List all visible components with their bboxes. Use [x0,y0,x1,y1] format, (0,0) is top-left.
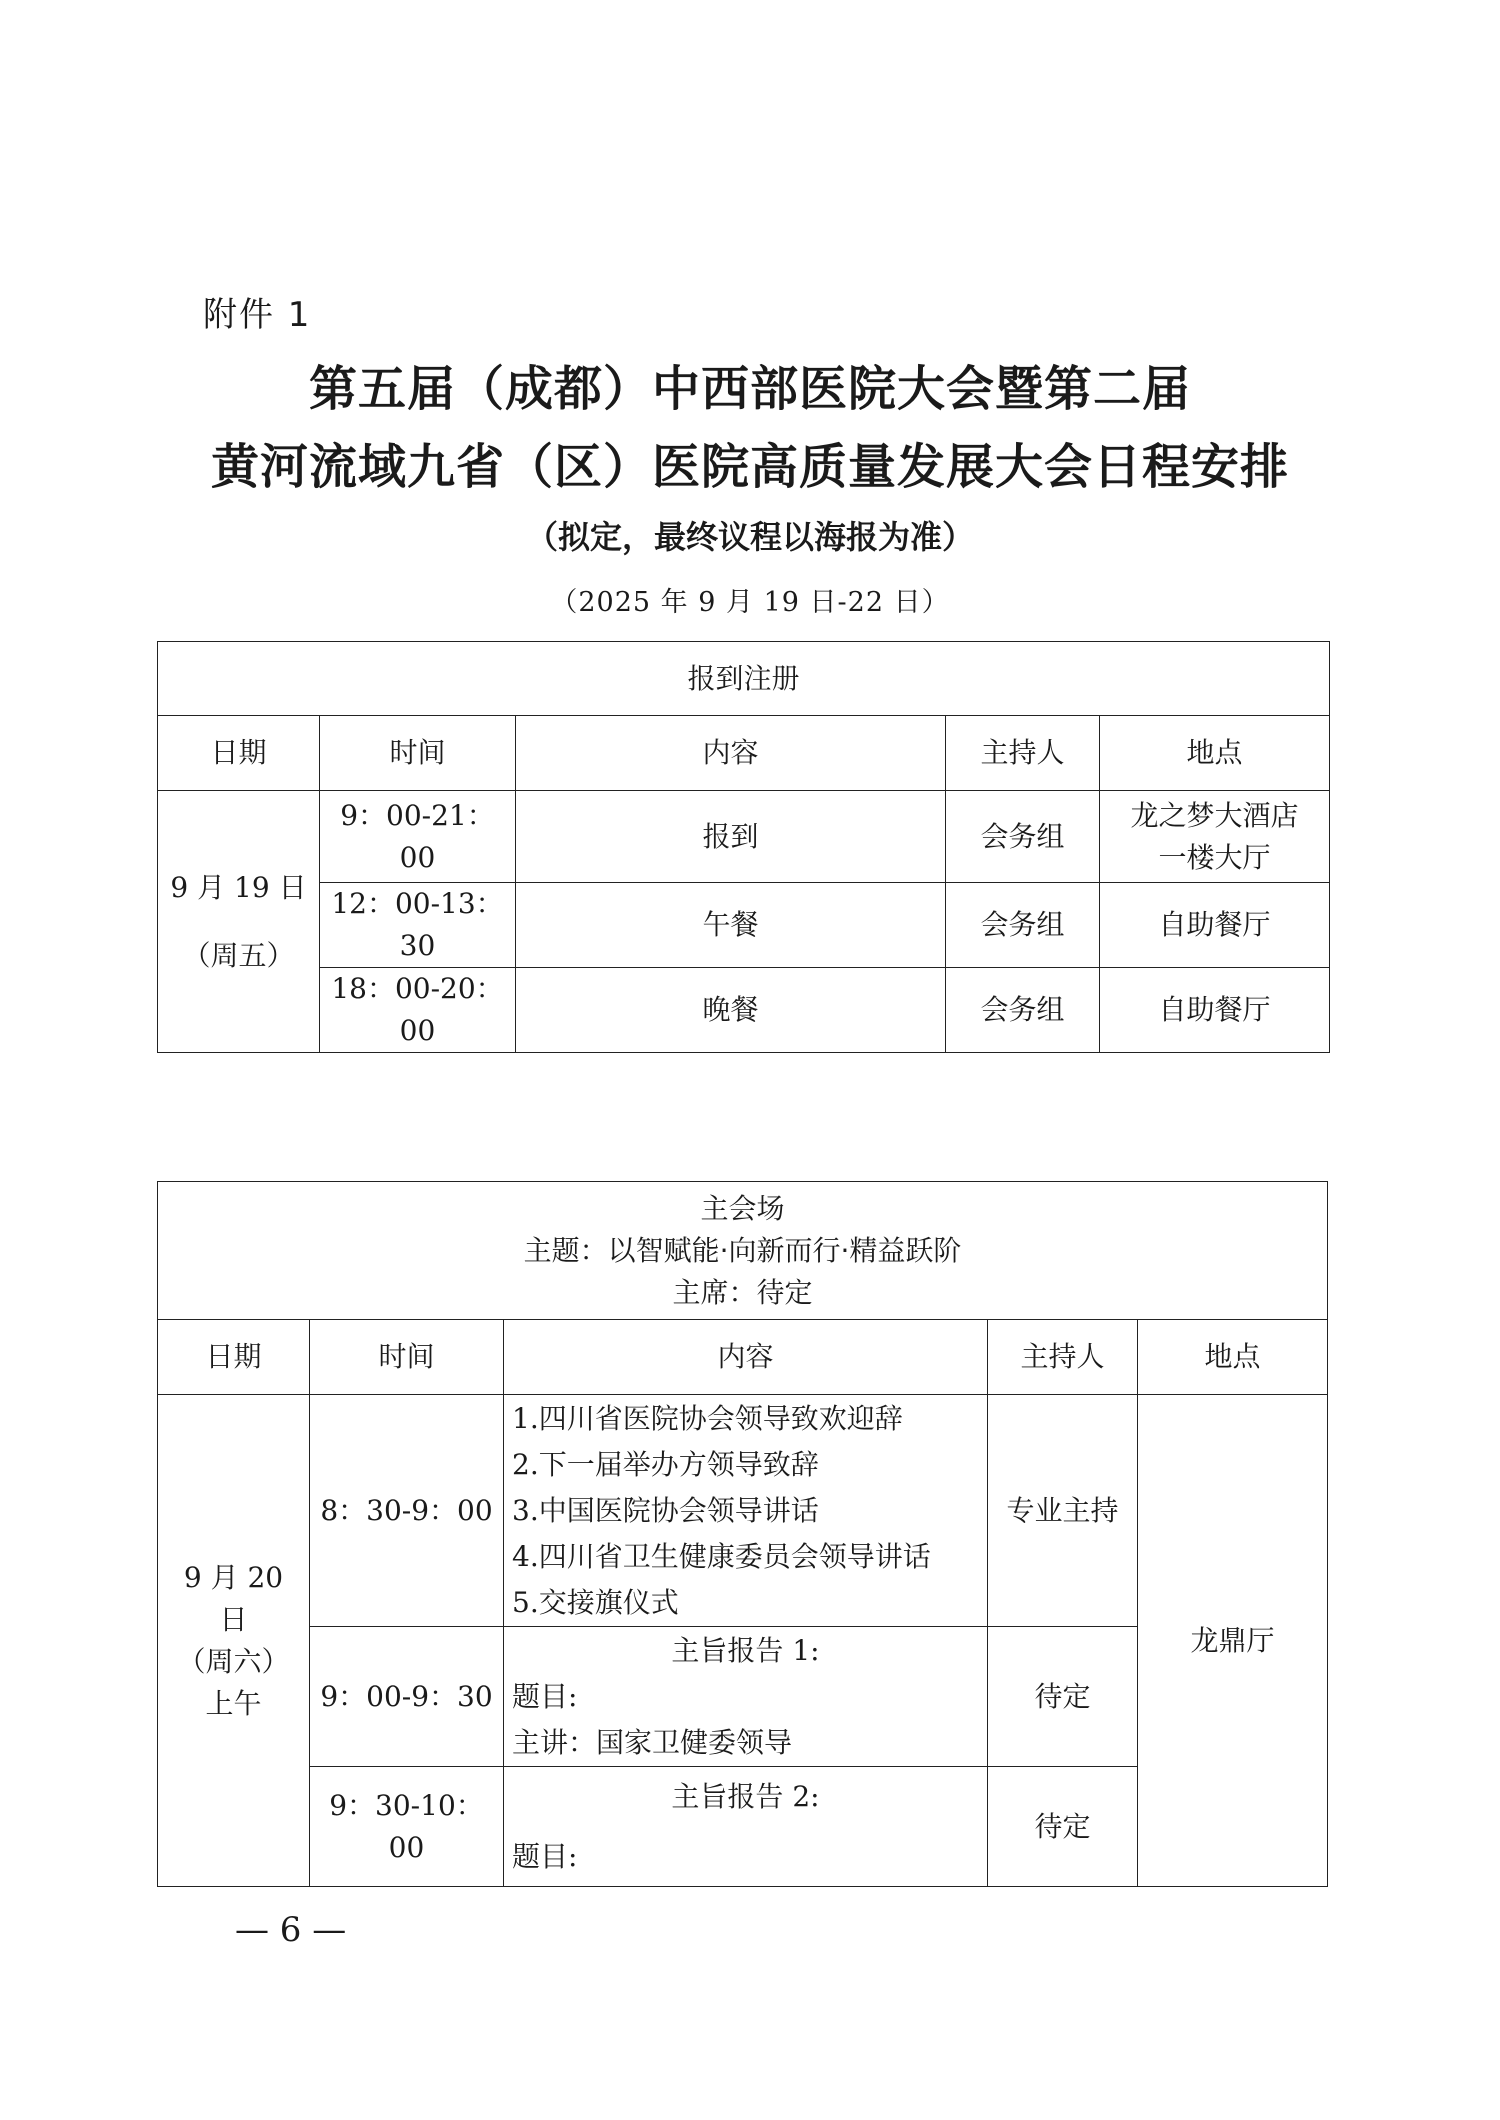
column-header-location: 地点 [1138,1320,1328,1395]
column-header-time: 时间 [320,716,516,791]
main-venue-theme: 主题：以智赋能·向新而行·精益跃阶 [523,1233,962,1267]
column-header-host: 主持人 [988,1320,1138,1395]
content-cell: 报到 [516,791,946,883]
content-cell: 晚餐 [516,968,946,1053]
table-row [158,883,1330,968]
location-line: 一楼大厅 [1158,840,1271,874]
weekday-line: （周五） [182,938,295,972]
main-venue-table [157,1181,1328,1887]
location-cell: 龙鼎厅 [1138,1395,1328,1887]
time-cell: 9：00-9：30 [310,1627,504,1767]
date-range: （2025 年 9 月 19 日-22 日） [550,587,950,618]
time-cell: 8：30-9：00 [310,1395,504,1627]
report-title: 主旨报告 2: [671,1779,820,1813]
location-cell [1100,791,1330,883]
host-cell: 会务组 [946,968,1100,1053]
column-header-location: 地点 [1100,716,1330,791]
report-topic: 题目: [512,1839,578,1873]
date-line: 9 月 20 日 [183,1560,284,1636]
agenda-item: 2.下一届举办方领导致辞 [512,1447,819,1481]
location-line: 龙之梦大酒店 [1130,798,1299,832]
report-speaker: 主讲：国家卫健委领导 [512,1725,793,1759]
date-cell [158,791,320,1053]
column-header-content: 内容 [504,1320,988,1395]
host-cell: 会务组 [946,883,1100,968]
content-cell [504,1767,988,1887]
agenda-item: 1.四川省医院协会领导致欢迎辞 [512,1401,903,1435]
location-cell: 自助餐厅 [1100,883,1330,968]
main-venue-title: 主会场 [700,1191,785,1225]
content-cell: 午餐 [516,883,946,968]
attachment-label: 附件 1 [203,295,312,335]
column-header-content: 内容 [516,716,946,791]
document-title-line-1: 第五届（成都）中西部医院大会暨第二届 [308,361,1191,417]
column-header-date: 日期 [158,716,320,791]
agenda-item: 4.四川省卫生健康委员会领导讲话 [512,1539,931,1573]
column-header-time: 时间 [310,1320,504,1395]
time-cell: 18：00-20：00 [320,968,516,1053]
location-cell: 自助餐厅 [1100,968,1330,1053]
time-cell: 12：00-13：30 [320,883,516,968]
time-cell: 9：00-21：00 [320,791,516,883]
date-cell [158,1395,310,1887]
column-header-host: 主持人 [946,716,1100,791]
table-row [158,968,1330,1053]
host-cell: 专业主持 [988,1395,1138,1627]
page-number: — 6 — [235,1910,347,1950]
main-venue-chair: 主席：待定 [672,1275,813,1309]
weekday-line: （周六） [177,1644,290,1678]
period-line: 上午 [205,1686,262,1720]
registration-table [157,641,1330,1053]
agenda-item: 3.中国医院协会领导讲话 [512,1493,819,1527]
table-row [158,791,1330,883]
document-subtitle: （拟定，最终议程以海报为准） [525,518,974,556]
agenda-item: 5.交接旗仪式 [512,1585,679,1619]
column-header-date: 日期 [158,1320,310,1395]
time-cell: 9：30-10：00 [310,1767,504,1887]
content-cell [504,1627,988,1767]
content-cell [504,1395,988,1627]
host-cell: 待定 [988,1627,1138,1767]
table-row [158,1395,1328,1627]
host-cell: 会务组 [946,791,1100,883]
report-title: 主旨报告 1: [671,1633,820,1667]
document-title-line-2: 黄河流域九省（区）医院高质量发展大会日程安排 [210,439,1289,495]
main-venue-header [158,1182,1328,1320]
report-topic: 题目: [512,1679,578,1713]
host-cell: 待定 [988,1767,1138,1887]
registration-section-title: 报到注册 [158,642,1330,716]
date-line: 9 月 19 日 [170,870,307,904]
